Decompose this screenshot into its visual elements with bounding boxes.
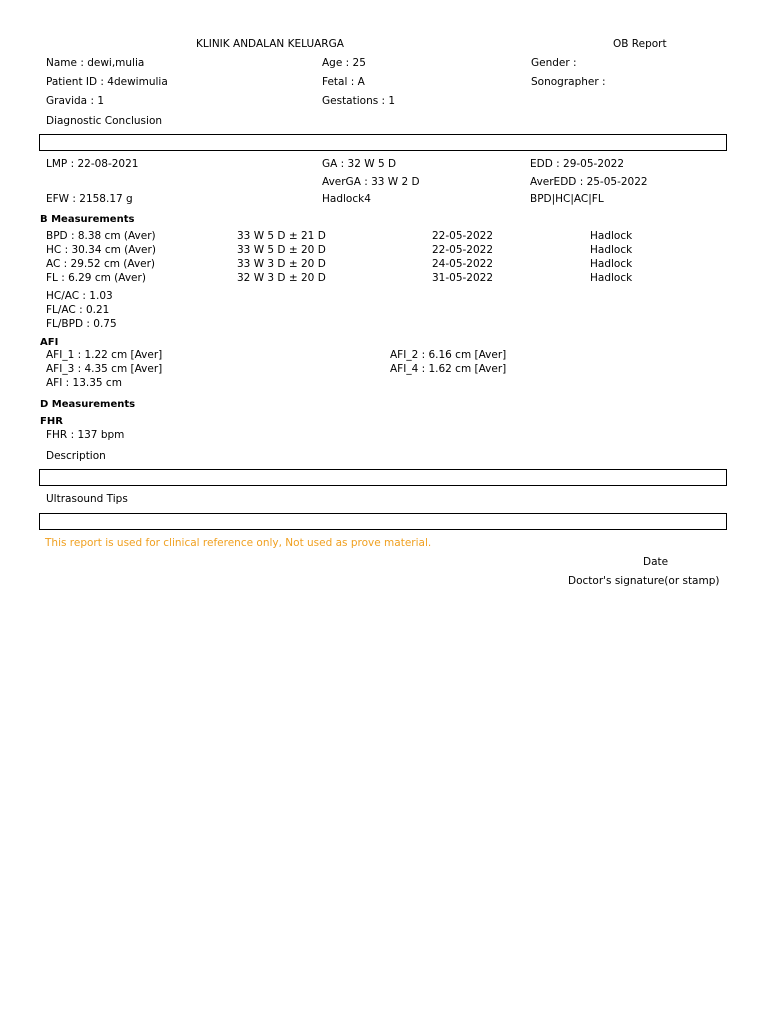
disclaimer: This report is used for clinical reference only, Not used as prove material. [45, 537, 432, 549]
edd: EDD : 29-05-2022 [530, 158, 625, 170]
diagnostic-conclusion-box [39, 134, 727, 151]
efw: EFW : 2158.17 g [46, 193, 133, 205]
ga-bpd: 33 W 5 D ± 21 D [237, 230, 326, 242]
patient-age: Age : 25 [322, 57, 366, 69]
ultrasound-tips-box [39, 513, 727, 530]
signature-label: Doctor's signature(or stamp) [568, 575, 720, 587]
afi-total: AFI : 13.35 cm [46, 377, 122, 389]
report-type: OB Report [613, 38, 667, 50]
afi-title: AFI [40, 337, 59, 348]
lmp: LMP : 22-08-2021 [46, 158, 139, 170]
method-fl: Hadlock [590, 272, 633, 284]
aver-edd: AverEDD : 25-05-2022 [530, 176, 648, 188]
measure-bpd: BPD : 8.38 cm (Aver) [46, 230, 156, 242]
afi-2: AFI_2 : 6.16 cm [Aver] [390, 349, 507, 361]
date-fl: 31-05-2022 [432, 272, 494, 284]
afi-4: AFI_4 : 1.62 cm [Aver] [390, 363, 507, 375]
description-box [39, 469, 727, 486]
gestations: Gestations : 1 [322, 95, 396, 107]
ga-ac: 33 W 3 D ± 20 D [237, 258, 326, 270]
date-hc: 22-05-2022 [432, 244, 494, 256]
clinic-name: KLINIK ANDALAN KELUARGA [196, 38, 344, 50]
b-measurements-title: B Measurements [40, 214, 135, 225]
ratio-fl-ac: FL/AC : 0.21 [46, 304, 110, 316]
patient-name: Name : dewi,mulia [46, 57, 145, 69]
ratio-fl-bpd: FL/BPD : 0.75 [46, 318, 117, 330]
measure-hc: HC : 30.34 cm (Aver) [46, 244, 156, 256]
ratio-hc-ac: HC/AC : 1.03 [46, 290, 113, 302]
measure-ac: AC : 29.52 cm (Aver) [46, 258, 156, 270]
patient-id: Patient ID : 4dewimulia [46, 76, 168, 88]
ga: GA : 32 W 5 D [322, 158, 397, 170]
method-ac: Hadlock [590, 258, 633, 270]
afi-1: AFI_1 : 1.22 cm [Aver] [46, 349, 163, 361]
gravida: Gravida : 1 [46, 95, 105, 107]
aver-ga: AverGA : 33 W 2 D [322, 176, 420, 188]
d-measurements-title: D Measurements [40, 399, 136, 410]
afi-3: AFI_3 : 4.35 cm [Aver] [46, 363, 163, 375]
efw-params: BPD|HC|AC|FL [530, 193, 604, 205]
date-label: Date [643, 556, 669, 568]
efw-method: Hadlock4 [322, 193, 371, 205]
fhr-value: FHR : 137 bpm [46, 429, 125, 441]
fetal: Fetal : A [322, 76, 365, 88]
method-hc: Hadlock [590, 244, 633, 256]
method-bpd: Hadlock [590, 230, 633, 242]
date-bpd: 22-05-2022 [432, 230, 494, 242]
description-label: Description [46, 450, 106, 462]
measure-fl: FL : 6.29 cm (Aver) [46, 272, 146, 284]
patient-gender: Gender : [531, 57, 577, 69]
diagnostic-conclusion-label: Diagnostic Conclusion [46, 115, 163, 127]
date-ac: 24-05-2022 [432, 258, 494, 270]
sonographer: Sonographer : [531, 76, 606, 88]
fhr-title: FHR [40, 416, 63, 427]
ga-hc: 33 W 5 D ± 20 D [237, 244, 326, 256]
ga-fl: 32 W 3 D ± 20 D [237, 272, 326, 284]
ultrasound-tips-label: Ultrasound Tips [46, 493, 128, 505]
